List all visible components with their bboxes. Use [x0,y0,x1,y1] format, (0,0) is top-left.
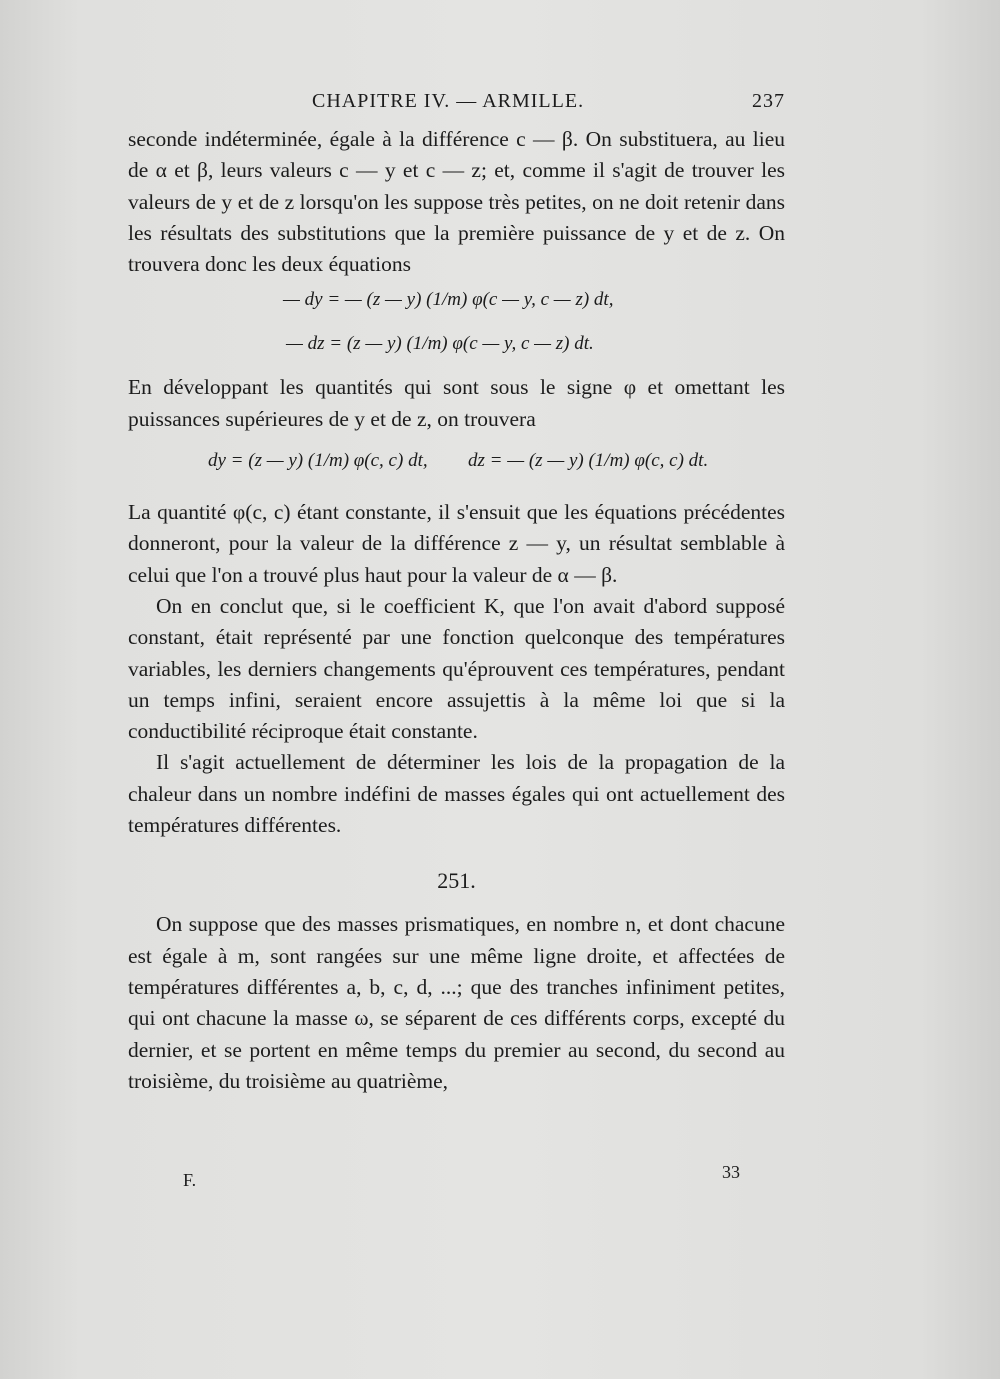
equation-block-2 [128,435,785,497]
paragraph-6: On suppose que des masses prismatiques, en nombre n, et dont chacune est égale à m, sont rangées sur une même ligne droite, et affectées de températures différentes a, b, c, d, ...; que des tranches infiniment petites, qui ont chacune la masse ω, se séparent de ces différents corps, excepté du dernier, et se portent en même temps du premier au second, du second au troisième, du troisième au quatrième, [128,912,785,1093]
sheet-number: 33 [722,1162,740,1182]
paragraph-3: La quantité φ(c, c) étant constante, il s'ensuit que les équations précédentes donneront, pour la valeur de la différence z — y, un résultat semblable à celui que l'on a trouvé plus haut pour la valeur de α — β. [128,500,785,587]
page-footer [130,1162,740,1188]
page-body [128,124,785,1097]
paragraph-5: Il s'agit actuellement de déterminer les lois de la propagation de la chaleur dans un nombre indéfini de masses égales qui ont actuellement des températures différentes. [128,750,785,838]
equation-3: dy = (z — y) (1/m) φ(c, c) dt, [208,450,428,472]
equation-4: dz = — (z — y) (1/m) φ(c, c) dt. [468,450,709,472]
running-title: CHAPITRE IV. — ARMILLE. [312,90,585,112]
signature-mark: F. [183,1170,197,1190]
page-number: 237 [752,90,785,112]
equation-1: — dy = — (z — y) (1/m) φ(c — y, c — z) dt, [283,289,614,311]
equation-2: — dz = (z — y) (1/m) φ(c — y, c — z) dt. [286,333,594,355]
paragraph-1: seconde indéterminée, égale à la différence c — β. On substituera, au lieu de α et β, leurs valeurs c — y et c — z; et, comme il s'agit de trouver les valeurs de y et de z lorsqu'on les suppose très petites, on ne doit retenir dans les résultats des substitutions que la première puissance de y et de z. On trouvera donc les deux équations [128,127,785,277]
running-header [130,90,785,120]
equation-block-1 [128,280,785,372]
paragraph-2: En développant les quantités qui sont sous le signe φ et omettant les puissances supérieures de y et de z, on trouvera [128,375,785,431]
section-number: 251. [437,868,476,894]
paragraph-4: On en conclut que, si le coefficient K, que l'on avait d'abord supposé constant, était représenté par une fonction quelconque des températures variables, les derniers changements qu'éprouvent ces températures, pendant un temps infini, seraient encore assujettis à la même loi que si la conductibilité réciproque était constante. [128,593,785,744]
